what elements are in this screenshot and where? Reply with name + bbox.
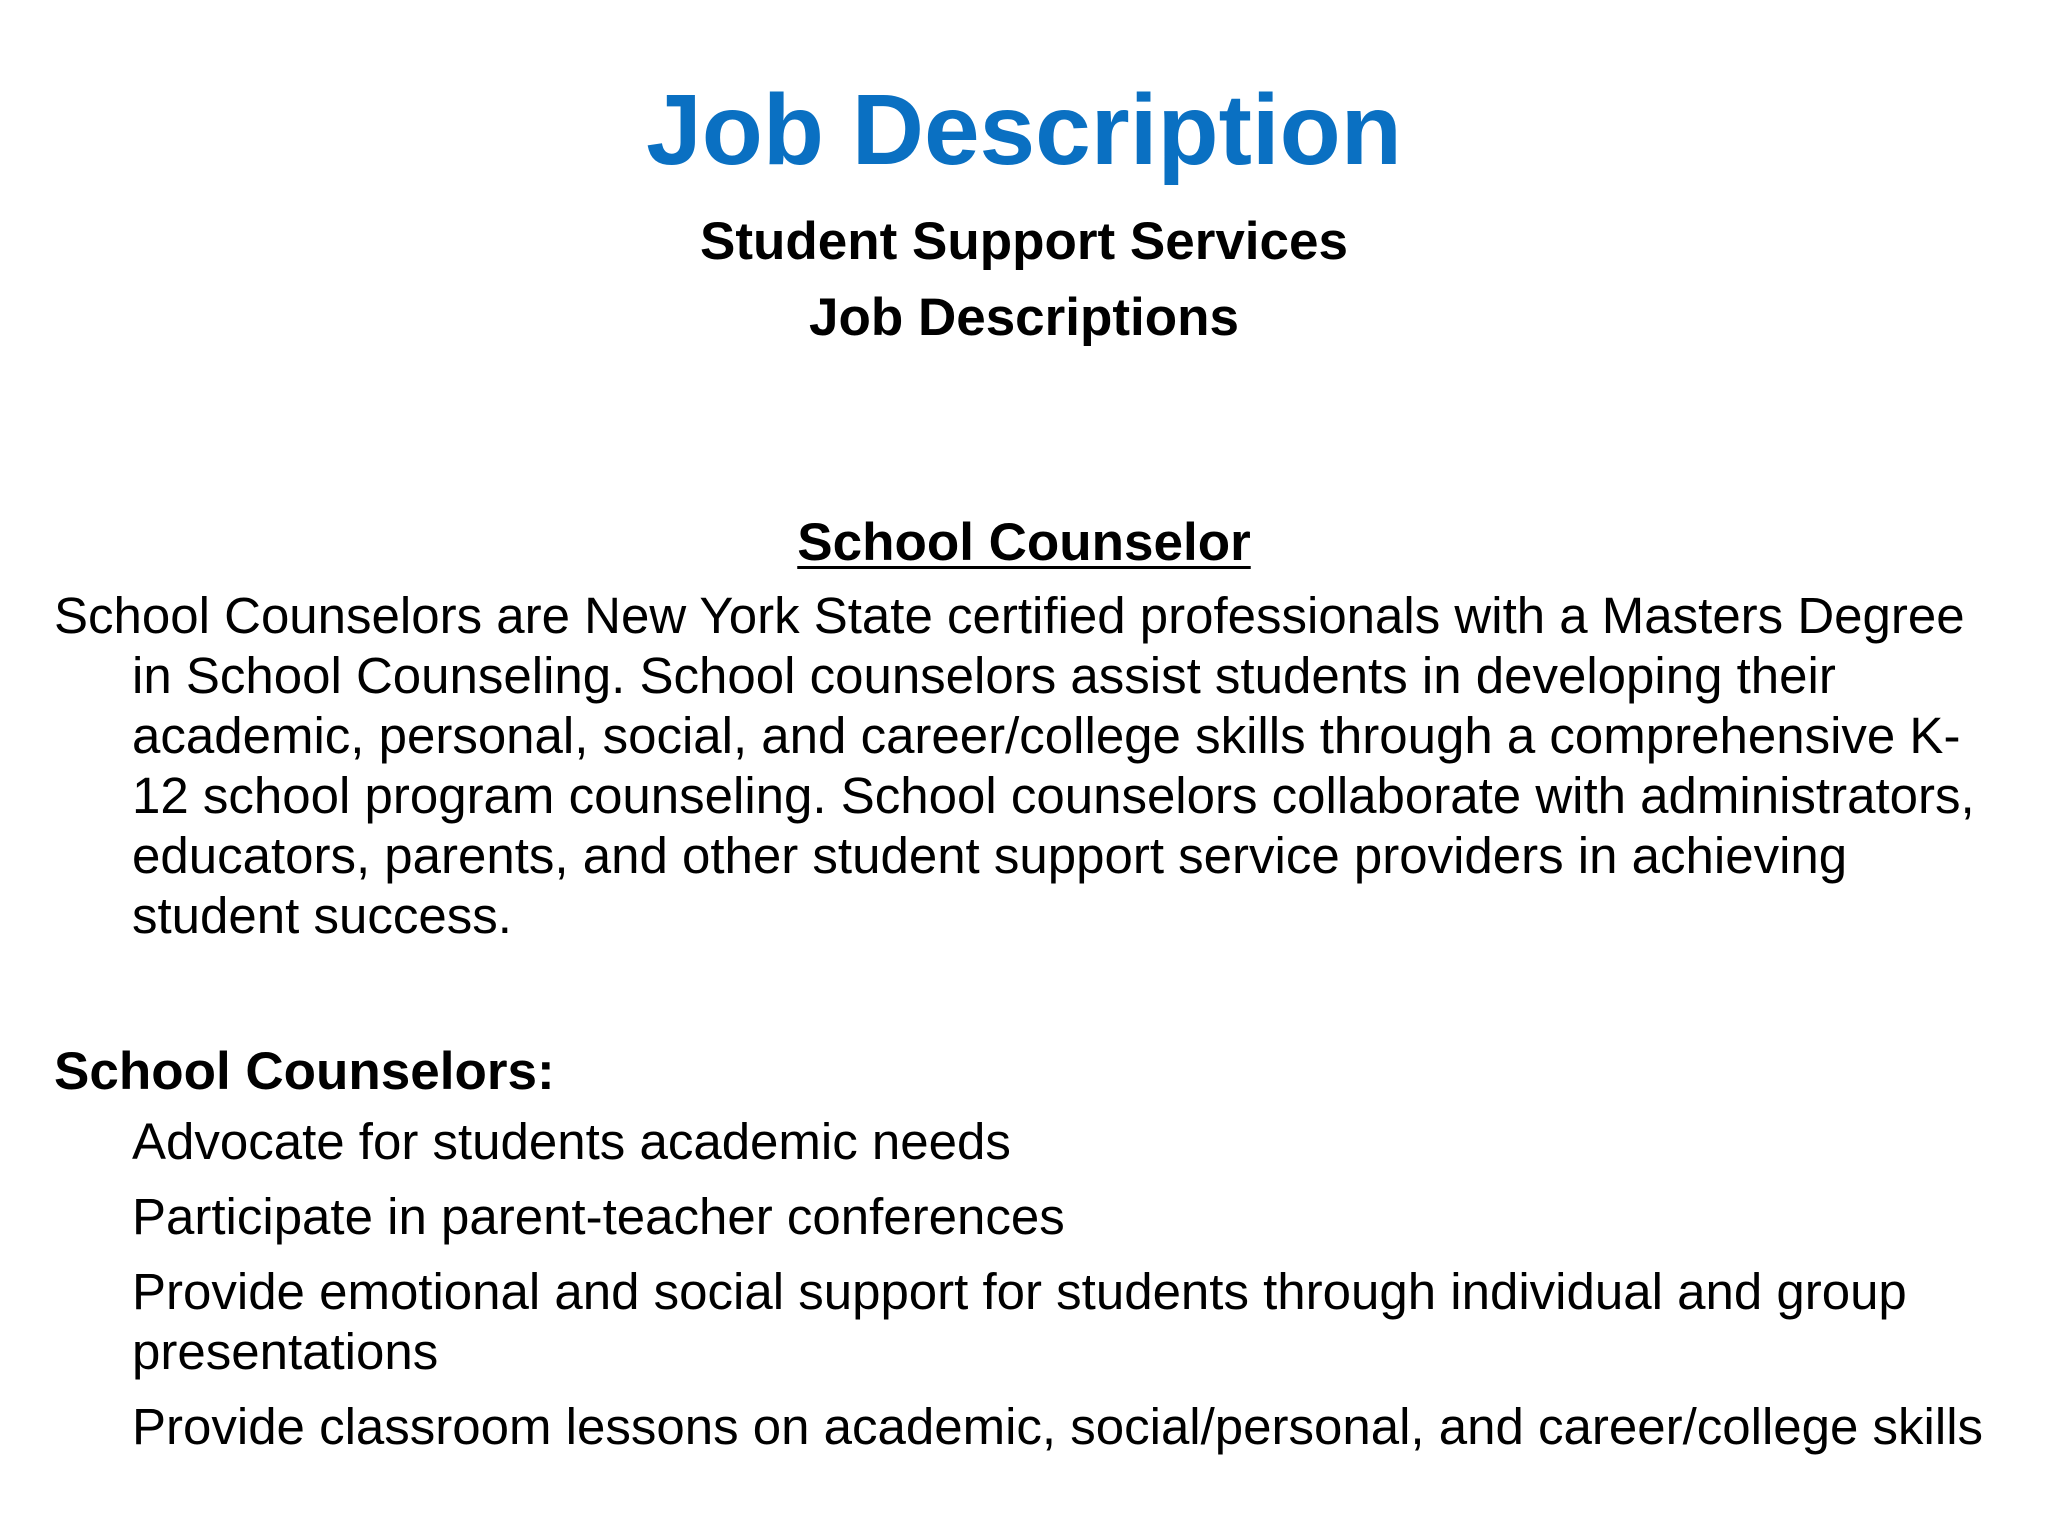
subtitle-department: Student Support Services — [700, 212, 1348, 271]
duties-heading: School Counselors: — [54, 1042, 555, 1101]
duty-item: Advocate for students academic needs — [132, 1113, 1011, 1170]
page-title: Job Description — [646, 74, 1402, 186]
duty-item: Provide classroom lessons on academic, social/personal, and career/college skills — [132, 1398, 1984, 1455]
duties-list — [132, 1112, 2012, 1472]
subtitle-job-descriptions: Job Descriptions — [809, 288, 1239, 347]
section-heading: School Counselor — [797, 513, 1251, 572]
duty-item: Participate in parent-teacher conferences — [132, 1188, 1065, 1245]
role-description: School Counselors are New York State certified professionals with a Masters Degree in School Counseling. School counselors assist students in developing their academic, personal, social, and career/college skills through a comprehensive K-12 school program counseling. School counselors collaborate with administrators, educators, parents, and other student support service providers in achieving student success. — [54, 587, 1975, 944]
duty-item: Provide emotional and social support for students through individual and group presentations — [132, 1263, 1907, 1380]
